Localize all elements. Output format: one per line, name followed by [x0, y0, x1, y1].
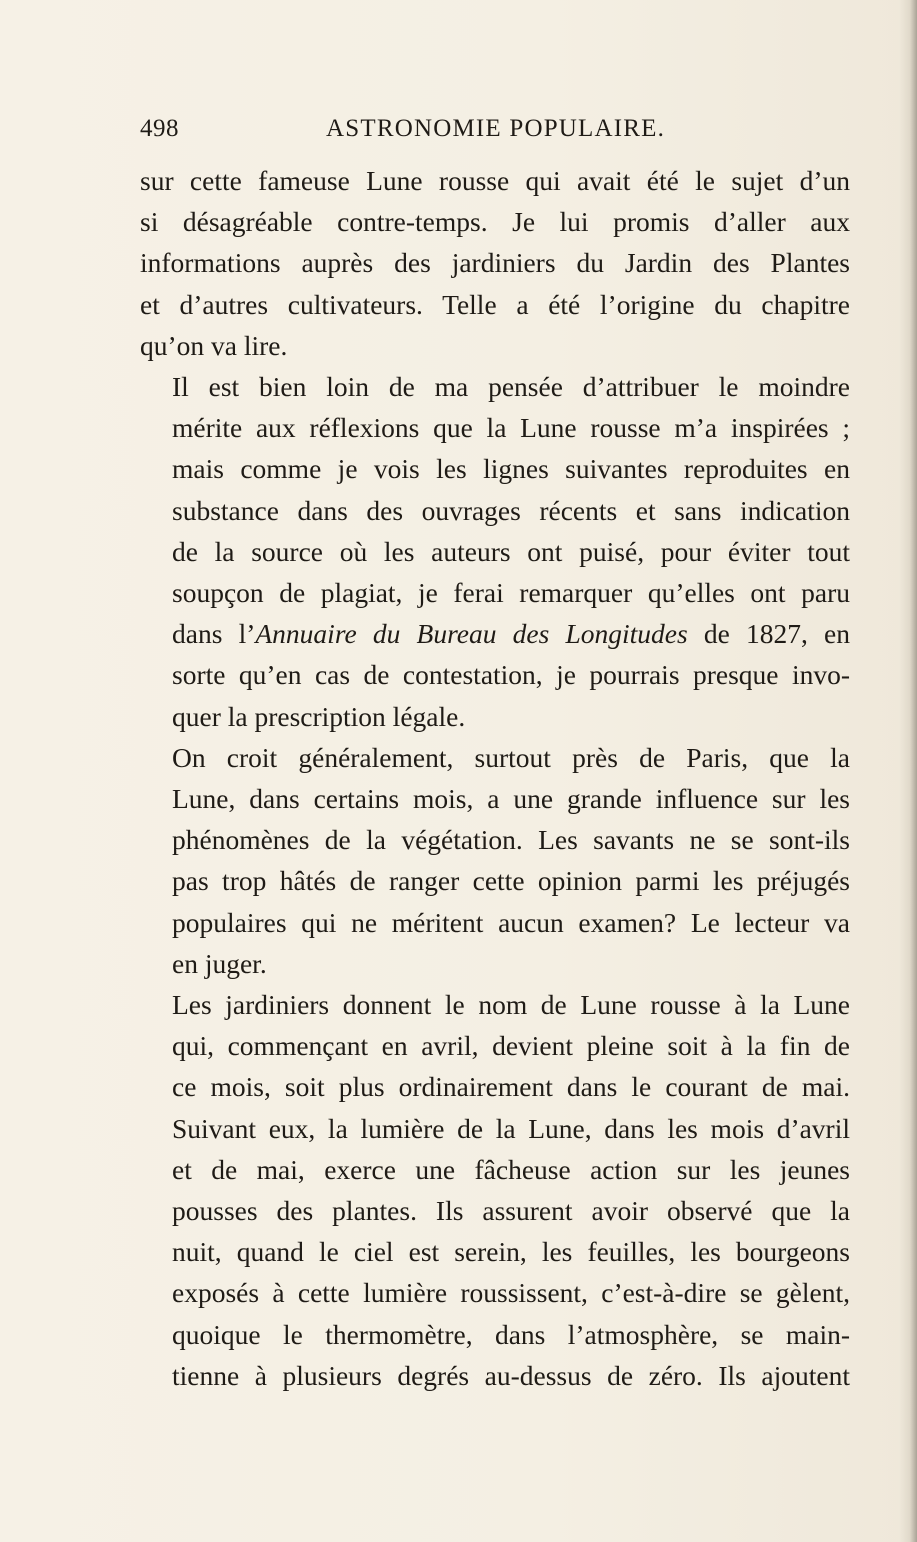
paragraph-4 [140, 984, 850, 1396]
text-line: sorte qu’en cas de contestation, je pourrais presque invo- [172, 659, 850, 691]
text-fragment: dans l’ [172, 618, 256, 650]
text-line: informations auprès des jardiniers du Jardin des Plantes [140, 247, 850, 279]
text-line: qui, commençant en avril, devient pleine soit à la fin de [172, 1030, 850, 1062]
publication-title: Annuaire du Bureau des Longitudes [255, 618, 688, 650]
text-line: et d’autres cultivateurs. Telle a été l’origine du chapitre [140, 288, 850, 320]
text-line: ce mois, soit plus ordinairement dans le courant de mai. [172, 1071, 850, 1103]
page-header [140, 112, 850, 146]
paragraph-3 [140, 737, 850, 984]
page-spine-shadow [899, 0, 917, 1542]
text-line: Il est bien loin de ma pensée d’attribuer le moindre [172, 371, 850, 403]
text-line: si désagréable contre-temps. Je lui promis d’aller aux [140, 206, 850, 238]
text-line: quoique le thermomètre, dans l’atmosphère, se main- [172, 1318, 850, 1350]
body-text [140, 160, 850, 1396]
text-line: pas trop hâtés de ranger cette opinion parmi les préjugés [172, 865, 850, 897]
text-line: tienne à plusieurs degrés au-dessus de zéro. Ils ajoutent [172, 1359, 850, 1391]
text-line: Lune, dans certains mois, a une grande influence sur les [172, 783, 850, 815]
running-title: ASTRONOMIE POPULAIRE. [326, 115, 666, 142]
text-line: substance dans des ouvrages récents et sans indication [172, 494, 850, 526]
text-line: sur cette fameuse Lune rousse qui avait été le sujet d’un [140, 165, 850, 196]
text-line: Suivant eux, la lumière de la Lune, dans les mois d’avril [172, 1112, 850, 1144]
text-line: soupçon de plagiat, je ferai remarquer qu’elles ont paru [172, 577, 850, 609]
page-number: 498 [140, 115, 179, 142]
text-line-with-title [140, 613, 850, 654]
text-line: en juger. [172, 947, 267, 979]
text-fragment: de 1827, en [687, 618, 850, 650]
paragraph-1 [140, 160, 850, 366]
text-line: On croit généralement, surtout près de Paris, que la [172, 741, 850, 773]
paragraph-2 [140, 366, 850, 737]
text-line: mais comme je vois les lignes suivantes reproduites en [172, 453, 850, 485]
text-line: mérite aux réflexions que la Lune rousse m’a inspirées ; [172, 412, 850, 444]
text-line: quer la prescription légale. [172, 700, 466, 732]
text-line: phénomènes de la végétation. Les savants ne se sont-ils [172, 824, 850, 856]
text-line: qu’on va lire. [140, 329, 288, 361]
text-line: nuit, quand le ciel est serein, les feuilles, les bourgeons [172, 1236, 850, 1268]
text-line: pousses des plantes. Ils assurent avoir observé que la [172, 1195, 850, 1227]
text-line: Les jardiniers donnent le nom de Lune rousse à la Lune [172, 989, 850, 1021]
text-line: exposés à cette lumière roussissent, c’est-à-dire se gèlent, [172, 1277, 850, 1309]
text-line: populaires qui ne méritent aucun examen? Le lecteur va [172, 906, 850, 938]
text-line: de la source où les auteurs ont puisé, pour éviter tout [172, 535, 850, 567]
text-line: et de mai, exerce une fâcheuse action sur les jeunes [172, 1153, 850, 1185]
